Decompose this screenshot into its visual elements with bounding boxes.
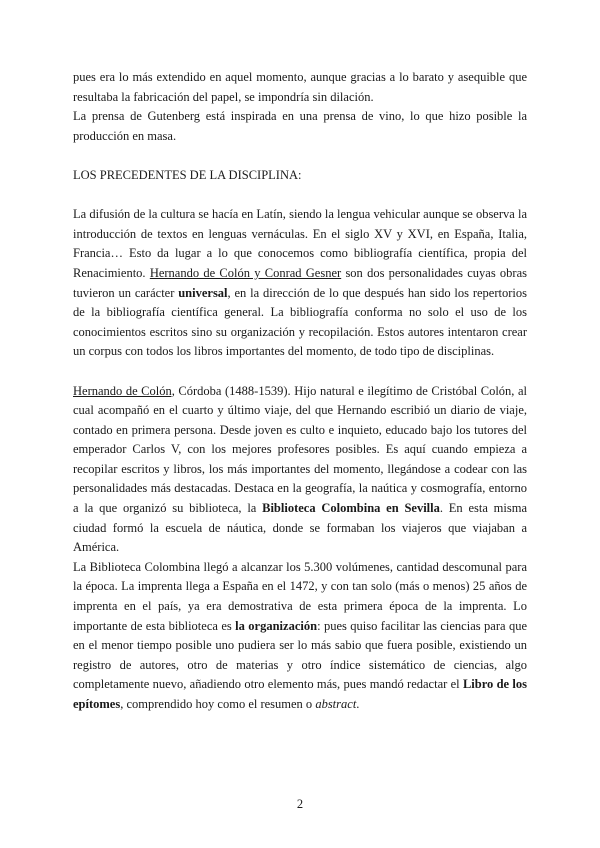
bold-term-epitomes: Libro de los epítomes xyxy=(73,677,527,711)
text-run: . xyxy=(356,697,360,711)
bold-term-universal: universal xyxy=(178,285,228,300)
text-run: Córdoba (1488-1539). Hijo natural e ilegítimo de Cristóbal Colón, al cual acompañó en el cuarto y último viaje, del que Hernando escribió un diario de viaje, contado en primera persona. Desde joven es culto e inquieto, educado bajo los tutores del emperador Carlos V, con los mejores profesores posibles. Es aquí cuando empieza a recopilar escritos y libros, los más importantes del momento, llegándose a codear con las personalidades más destacadas. Destaca en la geografía, la naútica y cosmografía, entorno a la que organizó su biblioteca, la xyxy=(73,383,527,516)
text-run: , en la dirección de lo que después han sido los repertorios de la bibliografía científica general. La bibliografía conforma no solo el uso de los conocimientos escritos sino su organización y recopilación. Estos autores intentaron crear un corpus con todos los libros importantes del momento, de todo tipo de disciplinas. xyxy=(73,285,527,359)
paragraph-4 xyxy=(73,382,527,558)
underlined-names: Hernando de Colón y Conrad Gesner xyxy=(149,265,342,280)
paragraph-1: pues era lo más extendido en aquel momento, aunque gracias a lo barato y asequible que resultaba la fabricación del papel, se impondría sin dilación. xyxy=(73,70,527,104)
text-run: . En esta misma ciudad formó la escuela de náutica, donde se formaban los viajeros que viajaban a América. xyxy=(73,501,527,555)
page-number: 2 xyxy=(296,797,304,811)
text-run: : pues quiso facilitar las ciencias para que en el menor tiempo posible uno pudiera ser lo más sabio que fuera posible, existiendo un registro de autores, otro de materias y otro índice sistemático de ciencias, algo completamente nuevo, añadiendo otro elemento más, pues mandó redactar el xyxy=(73,618,528,692)
bold-term-organizacion: la organización xyxy=(235,618,318,633)
text-run: son dos personalidades cuyas obras tuvieron un carácter xyxy=(73,265,528,300)
underlined-name: Hernando de Colón, xyxy=(73,383,175,398)
text-run: , comprendido hoy como el resumen o xyxy=(120,697,316,711)
italic-term-abstract: abstract xyxy=(315,697,357,711)
text-run: La difusión de la cultura se hacía en Latín, siendo la lengua vehicular aunque se observa la introducción de textos en lenguas vernáculas. En el siglo XV y XVI, en España, Italia, Francia… Esto da lugar a lo que conocemos como bibliografía científica, propia del Renacimiento. xyxy=(73,207,527,280)
section-heading: LOS PRECEDENTES DE LA DISCIPLINA: xyxy=(73,167,302,182)
text-run: La Biblioteca Colombina llegó a alcanzar los 5.300 volúmenes, cantidad descomunal para la época. La imprenta llega a España en el 1472, y con tan solo (más o menos) 25 años de imprenta en el país, ya era demostrativa de esta primera época de la imprenta. Lo importante de esta biblioteca es xyxy=(73,559,527,633)
document-page xyxy=(73,68,527,715)
paragraph-3 xyxy=(73,205,527,362)
bold-term-biblioteca: Biblioteca Colombina en Sevilla xyxy=(262,501,440,516)
paragraph-2: La prensa de Gutenberg está inspirada en una prensa de vino, lo que hizo posible la producción en masa. xyxy=(73,109,527,143)
paragraph-5 xyxy=(73,558,527,715)
